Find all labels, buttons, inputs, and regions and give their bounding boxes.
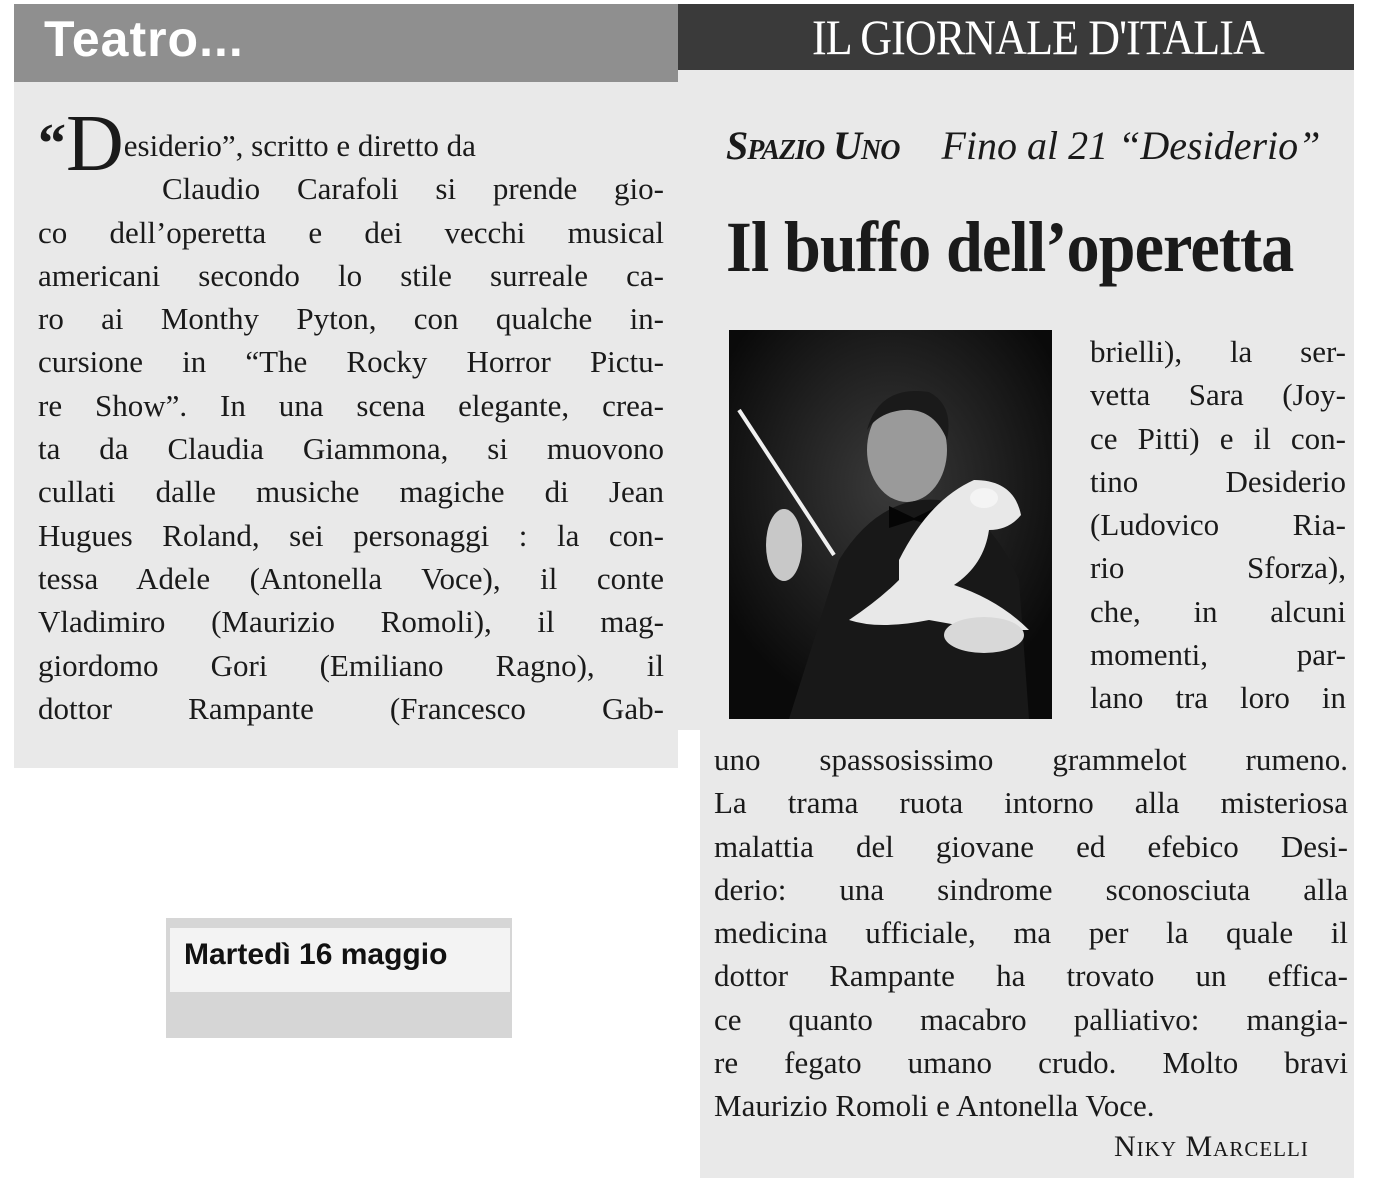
text-line: momenti, par- bbox=[1090, 637, 1346, 673]
text-line: ta da Claudia Giammona, si muovono bbox=[38, 431, 664, 467]
article-headline: Il buffo dell’operetta bbox=[726, 207, 1294, 287]
text-line: Maurizio Romoli e Antonella Voce. bbox=[714, 1088, 1155, 1124]
newspaper-masthead: IL GIORNALE D'ITALIA bbox=[812, 9, 1264, 65]
text-line: re Show”. In una scena elegante, crea- bbox=[38, 387, 664, 423]
text-line: malattia del giovane ed efebico Desi- bbox=[714, 828, 1348, 864]
text-line: rio Sforza), bbox=[1090, 550, 1346, 586]
section-label: Teatro... bbox=[44, 11, 244, 67]
article-left-column bbox=[38, 100, 664, 730]
text-line: cullati dalle musiche magiche di Jean bbox=[38, 474, 664, 510]
text-line: derio: una sindrome sconosciuta alla bbox=[714, 871, 1348, 907]
article-photo bbox=[729, 330, 1052, 719]
text-line: tino Desiderio bbox=[1090, 463, 1346, 499]
text-line: esiderio”, scritto e diretto da bbox=[123, 128, 476, 163]
text-line: ro ai Monthy Pyton, con qualche in- bbox=[38, 301, 664, 337]
text-line: vetta Sara (Joy- bbox=[1090, 377, 1346, 413]
text-line: uno spassosissimo grammelot rumeno. bbox=[714, 742, 1348, 777]
drop-cap: D bbox=[66, 100, 124, 188]
text-line: lano tra loro in bbox=[1090, 680, 1346, 716]
text-line: giordomo Gori (Emiliano Ragno), il bbox=[38, 647, 664, 683]
text-line: re fegato umano crudo. Molto bravi bbox=[714, 1045, 1348, 1081]
first-line bbox=[38, 100, 664, 188]
text-line: brielli), la ser- bbox=[1090, 334, 1346, 369]
text-line: americani secondo lo stile surreale ca- bbox=[38, 257, 664, 293]
text-line: Claudio Carafoli si prende gio- bbox=[162, 171, 664, 207]
text-line: medicina ufficiale, ma per la quale il bbox=[714, 915, 1348, 951]
text-line: che, in alcuni bbox=[1090, 593, 1346, 629]
text-line: cursione in “The Rocky Horror Pictu- bbox=[38, 344, 664, 380]
text-line: Hugues Roland, sei personaggi : la con- bbox=[38, 517, 664, 553]
article-byline: Niky Marcelli bbox=[1114, 1130, 1309, 1163]
kicker-venue: Spazio Uno bbox=[726, 123, 900, 168]
text-line: (Ludovico Ria- bbox=[1090, 507, 1346, 543]
text-line: tessa Adele (Antonella Voce), il conte bbox=[38, 560, 664, 596]
article-kicker bbox=[726, 122, 1320, 169]
conductor-photo-illustration bbox=[729, 330, 1052, 719]
text-line: dottor Rampante ha trovato un effica- bbox=[714, 958, 1348, 994]
article-right-column bbox=[1090, 330, 1346, 720]
text-line: co dell’operetta e dei vecchi musical bbox=[38, 214, 664, 250]
text-line: ce Pitti) e il con- bbox=[1090, 420, 1346, 456]
open-quote: “ bbox=[38, 113, 66, 175]
article-bottom-column bbox=[714, 738, 1348, 1128]
kicker-dates: Fino al 21 “Desiderio” bbox=[941, 123, 1321, 168]
text-line: ce quanto macabro palliativo: mangia- bbox=[714, 1001, 1348, 1037]
publication-date: Martedì 16 maggio bbox=[184, 938, 448, 971]
text-line: dottor Rampante (Francesco Gab- bbox=[38, 690, 664, 726]
text-line: Vladimiro (Maurizio Romoli), il mag- bbox=[38, 604, 664, 640]
text-line: La trama ruota intorno alla misteriosa bbox=[714, 785, 1348, 821]
